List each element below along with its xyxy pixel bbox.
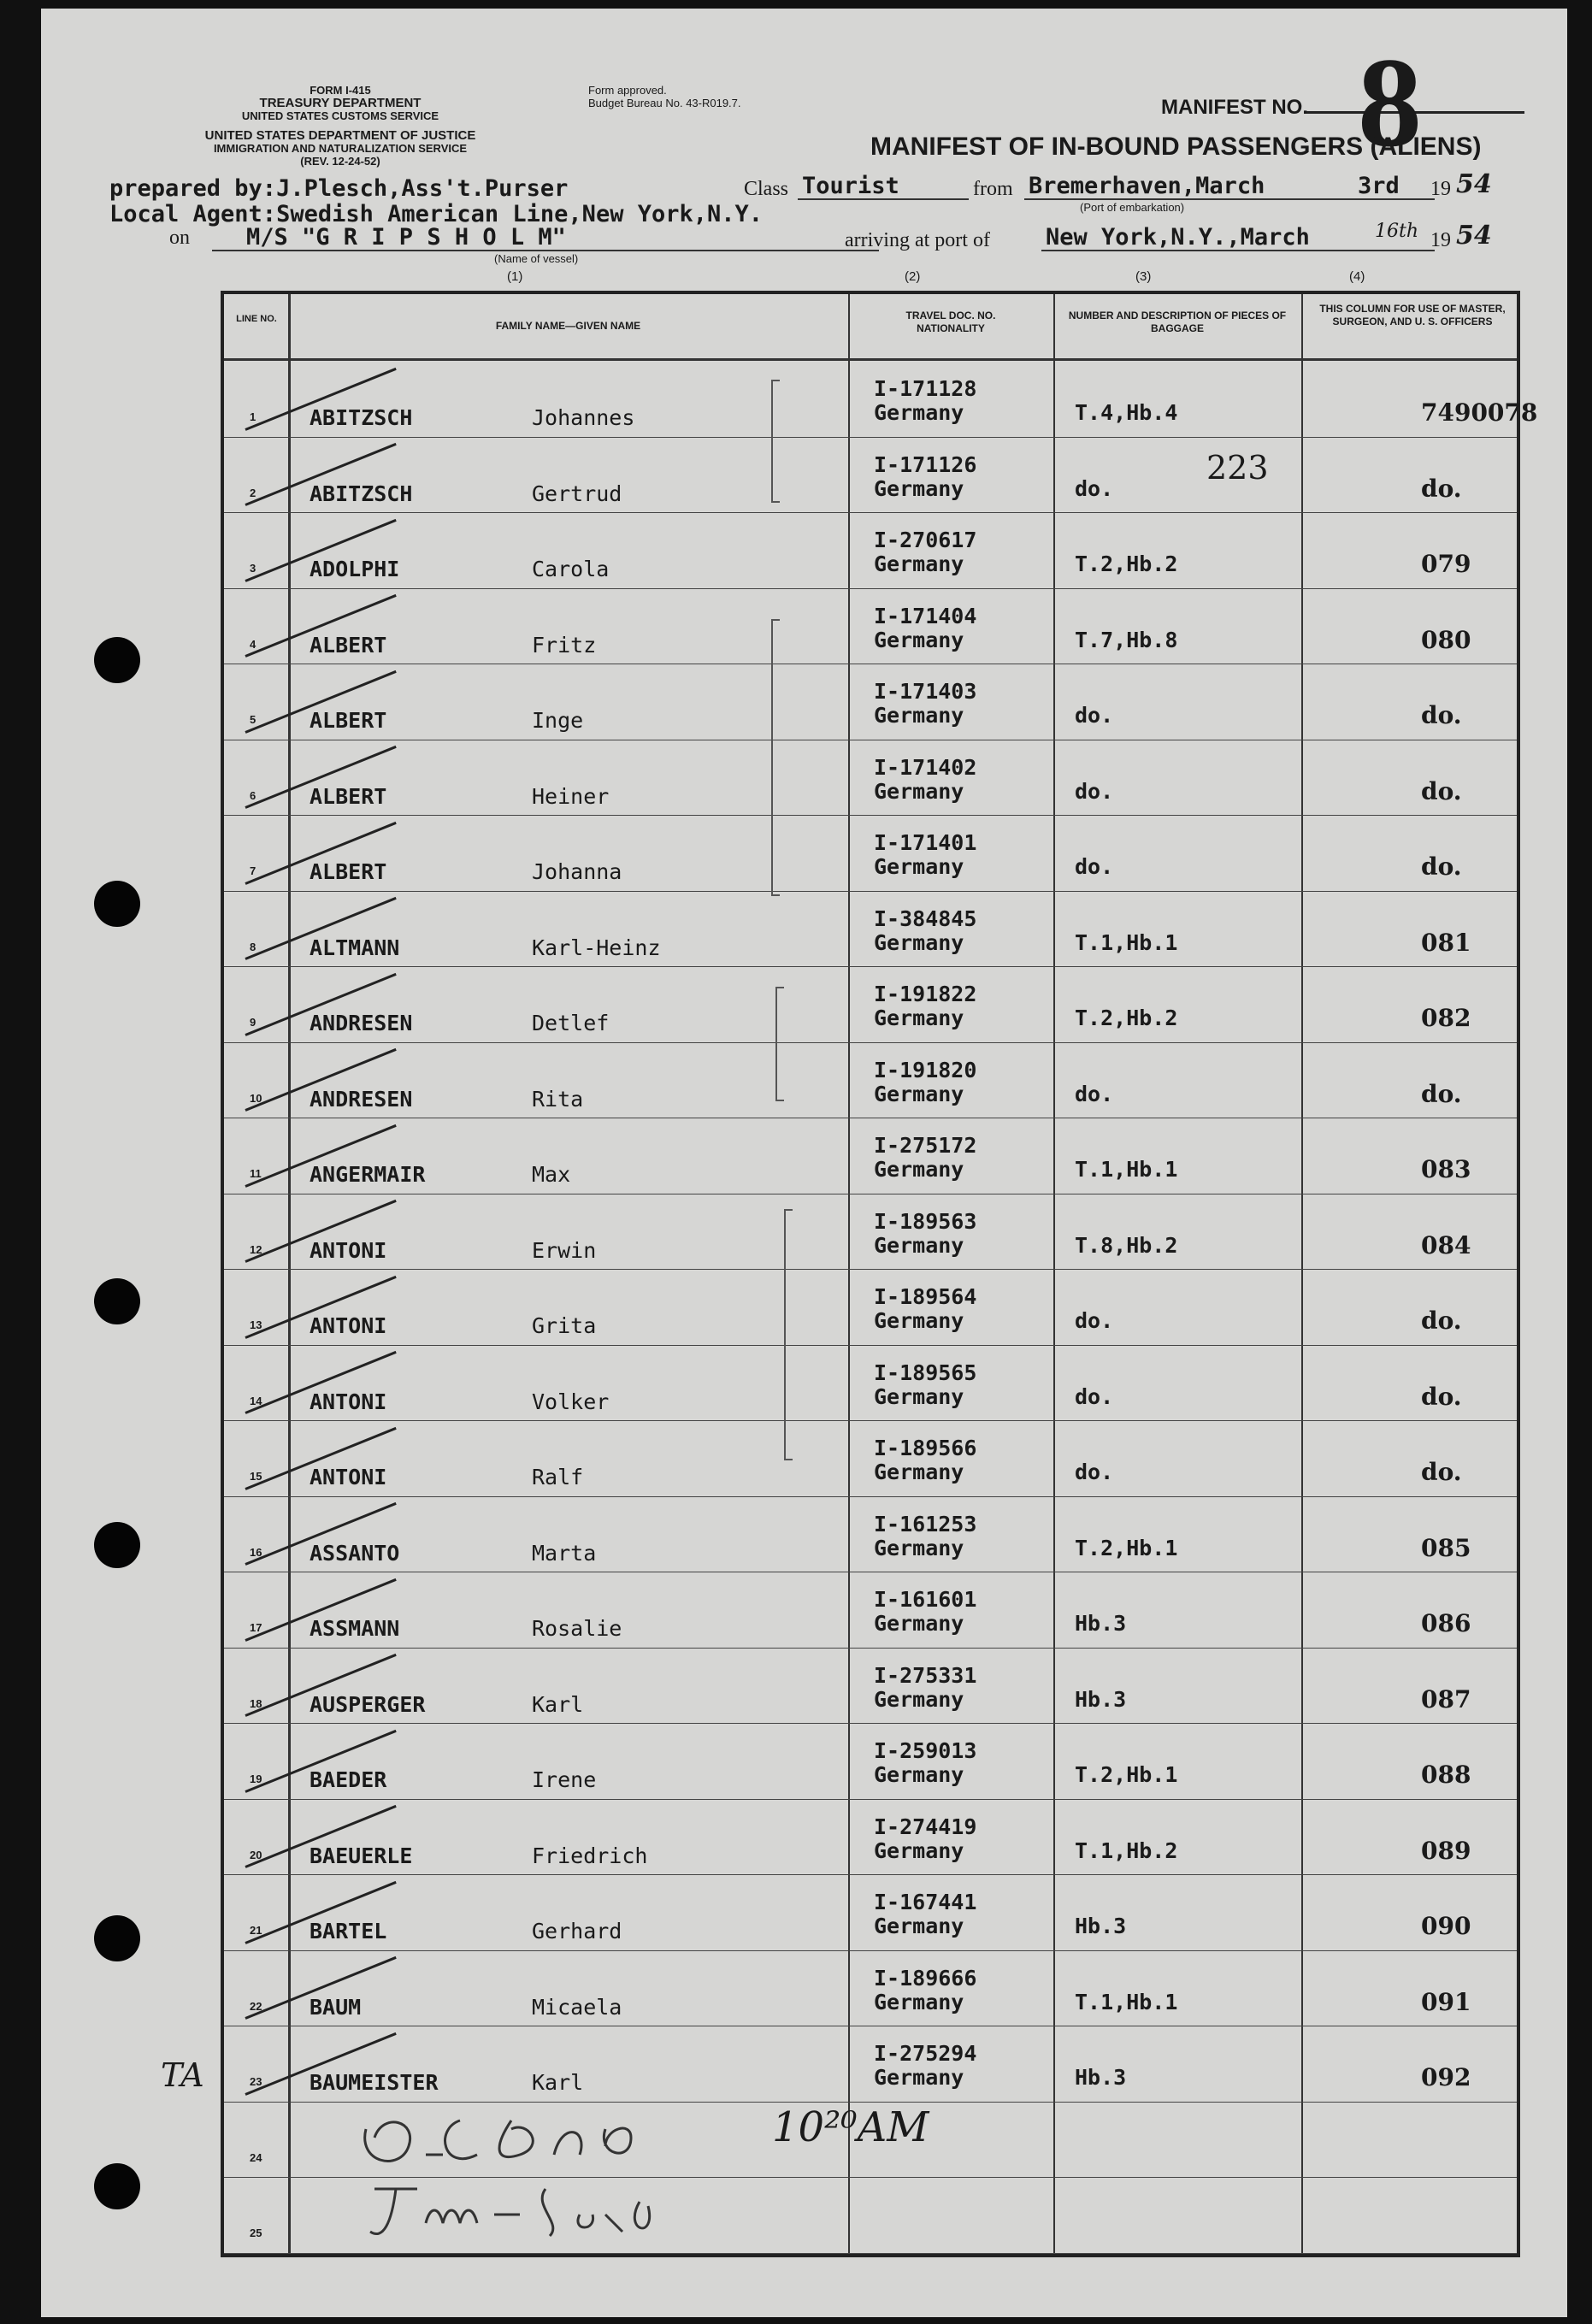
form-number: FORM I-415 [310,84,371,97]
family-name: ANTONI [310,1237,387,1263]
nationality: Germany [874,1989,964,2014]
family-name: ANTONI [310,1313,387,1338]
travel-doc-number: I-384845 [874,905,977,931]
baggage: T.2,Hb.1 [1075,1535,1178,1560]
table-row [224,1345,1517,1422]
baggage: T.2,Hb.2 [1075,552,1178,576]
nationality: Germany [874,1232,964,1258]
family-name: ABITZSCH [310,405,413,430]
header-name: FAMILY NAME—GIVEN NAME [495,320,641,332]
travel-doc-number: I-275331 [874,1662,977,1688]
family-name: AUSPERGER [310,1691,426,1717]
table-row [224,1042,1517,1119]
travel-doc-number: I-189565 [874,1360,977,1385]
table-row [224,966,1517,1043]
officer-column: 7490078 [1421,398,1538,427]
officer-column: 080 [1421,625,1471,654]
officer-column: 089 [1421,1836,1471,1865]
given-name: Karl-Heinz [532,935,661,960]
table-row [224,1194,1517,1271]
nationality: Germany [874,1460,964,1484]
line-number: 8 [250,940,256,953]
travel-doc-number: I-171403 [874,679,977,704]
given-name: Rita [532,1086,584,1112]
line-number: 18 [250,1696,262,1710]
travel-doc-number: I-189564 [874,1284,977,1309]
manifest-number-value: 8 [1358,32,1422,174]
baggage: Hb.3 [1075,1914,1127,1938]
family-name: ANTONI [310,1389,387,1414]
vessel-name: M/S "G R I P S H O L M" [246,224,566,251]
given-name: Fritz [532,632,597,658]
nationality: Germany [874,1006,964,1030]
travel-doc-number: I-167441 [874,1890,977,1914]
department-name: TREASURY DEPARTMENT [259,96,422,110]
family-bracket [771,619,780,896]
baggage: do. [1075,1460,1114,1484]
officer-column: 081 [1421,928,1471,957]
officer-column: do. [1421,1307,1462,1335]
given-name: Gertrud [532,481,622,506]
officer-column: do. [1421,776,1462,805]
line-number: 17 [250,1621,262,1634]
vessel-caption: (Name of vessel) [494,252,579,265]
binder-hole [94,2163,140,2209]
table-row [224,1269,1517,1346]
line-number: 12 [250,1242,262,1256]
officer-column: do. [1421,1382,1462,1411]
class-value: Tourist [802,173,899,199]
from-label: from [973,178,1013,200]
officer-column: do. [1421,1458,1462,1486]
baggage: do. [1075,1308,1114,1333]
handwritten-initials: TA [161,2056,204,2094]
form-approval [588,84,741,109]
officer-column: 079 [1421,550,1471,578]
arrival-underline [1041,250,1435,251]
officer-column: do. [1421,474,1462,503]
family-name: ANDRESEN [310,1086,413,1112]
family-name: BAEUERLE [310,1843,413,1868]
inspector-signature [349,2095,776,2249]
given-name: Rosalie [532,1616,622,1641]
given-name: Max [532,1162,571,1187]
table-row [224,891,1517,968]
travel-doc-number: I-161253 [874,1511,977,1537]
baggage: Hb.3 [1075,2065,1127,2090]
table-row [224,1648,1517,1725]
given-name: Gerhard [532,1919,622,1944]
table-row [224,512,1517,589]
line-number: 22 [250,1999,262,2013]
family-name: ALBERT [310,632,387,658]
family-name: ALBERT [310,708,387,733]
line-number: 25 [250,2227,262,2239]
baggage: T.2,Hb.2 [1075,1006,1178,1030]
line-number: 13 [250,1318,262,1331]
given-name: Friedrich [532,1843,648,1868]
given-name: Irene [532,1767,597,1792]
table-row [224,1572,1517,1649]
baggage: T.1,Hb.1 [1075,1157,1178,1182]
table-row [224,2026,1517,2103]
officer-column: do. [1421,701,1462,729]
table-row [224,361,1538,438]
class-underline [798,198,969,200]
nationality: Germany [874,703,964,728]
travel-doc-number: I-275294 [874,2041,977,2066]
service-name: UNITED STATES CUSTOMS SERVICE [241,109,439,122]
given-name: Johanna [532,859,622,884]
officer-column: 087 [1421,1684,1471,1714]
officer-column: 090 [1421,1912,1471,1940]
port-caption: (Port of embarkation) [1080,201,1185,214]
prepared-by: prepared by:J.Plesch,Ass't.Purser [109,175,569,202]
given-name: Karl [532,1691,584,1717]
nationality: Germany [874,1157,964,1182]
travel-doc-number: I-171126 [874,451,977,477]
line-number: 21 [250,1924,262,1937]
header-baggage: NUMBER AND DESCRIPTION OF PIECES OF BAGGAGE [1068,310,1287,334]
departure-day: 3rd [1358,173,1400,199]
officer-column: 088 [1421,1761,1471,1789]
on-label: on [169,227,190,249]
baggage: T.8,Hb.2 [1075,1232,1178,1258]
binder-hole [94,881,140,927]
column-number: (3) [1135,269,1152,284]
officer-column: do. [1421,1079,1462,1108]
nationality: Germany [874,1308,964,1333]
given-name: Detlef [532,1011,610,1035]
line-number: 16 [250,1545,262,1559]
line-number: 24 [250,2150,262,2164]
family-name: ANDRESEN [310,1011,413,1035]
table-row [224,1118,1517,1194]
given-name: Inge [532,708,584,733]
line-number: 7 [250,864,256,877]
nationality: Germany [874,1383,964,1409]
given-name: Grita [532,1313,597,1338]
column-number: (1) [507,269,523,284]
table-row [224,740,1517,817]
travel-doc-number: I-171128 [874,376,977,401]
line-number: 11 [250,1167,262,1180]
travel-doc-number: I-191820 [874,1057,977,1082]
header-travel-doc: TRAVEL DOC. NO. NATIONALITY [905,310,996,334]
family-name: BAUMEISTER [310,2070,439,2095]
officer-column: 083 [1421,1155,1471,1183]
given-name: Heiner [532,783,610,809]
officer-column: 092 [1421,2063,1471,2091]
baggage: T.4,Hb.4 [1075,400,1178,425]
table-row [224,664,1517,740]
nationality: Germany [874,400,964,425]
table-row [224,1950,1517,2027]
line-number: 1 [250,410,256,423]
passenger-table [221,291,1538,2257]
travel-doc-number: I-171404 [874,603,977,628]
family-name: ALTMANN [310,935,400,960]
table-row [224,1723,1517,1800]
nationality: Germany [874,778,964,804]
travel-doc-number: I-171401 [874,830,977,855]
family-name: BARTEL [310,1919,387,1944]
baggage: do. [1075,778,1114,804]
class-label: Class [744,178,789,200]
baggage: do. [1075,1081,1114,1106]
family-name: ANGERMAIR [310,1162,426,1187]
baggage: Hb.3 [1075,1686,1127,1712]
handwritten-number: 223 [1206,449,1269,487]
baggage: do. [1075,475,1114,501]
line-number: 15 [250,1470,262,1483]
line-number: 10 [250,1091,262,1105]
form-identification [169,84,511,168]
embarkation-underline [1024,198,1435,200]
family-name: BAUM [310,1994,362,2020]
nationality: Germany [874,2065,964,2090]
baggage: T.1,Hb.1 [1075,1989,1178,2014]
manifest-page [41,9,1567,2317]
line-number: 20 [250,1848,262,1861]
line-number: 2 [250,486,256,499]
revision-date: (REV. 12-24-52) [300,155,380,168]
officer-column: 091 [1421,1987,1471,2016]
nationality: Germany [874,854,964,879]
binder-hole [94,1278,140,1324]
year-prefix: 19 [1430,178,1451,200]
travel-doc-number: I-161601 [874,1587,977,1612]
given-name: Erwin [532,1237,597,1263]
header-officers: THIS COLUMN FOR USE OF MASTER, SURGEON, AND U. S. OFFICERS [1319,303,1506,327]
line-number: 4 [250,637,256,651]
given-name: Carola [532,557,610,581]
baggage: do. [1075,1383,1114,1409]
table-row [224,815,1517,892]
given-name: Johannes [532,405,635,430]
baggage: T.1,Hb.2 [1075,1837,1178,1863]
baggage: Hb.3 [1075,1611,1127,1636]
travel-doc-number: I-171402 [874,754,977,780]
family-name: ASSANTO [310,1540,400,1566]
given-name: Micaela [532,1994,622,2020]
column-number: (2) [905,269,921,284]
binder-hole [94,637,140,683]
family-name: ABITZSCH [310,481,413,506]
family-name: BAEDER [310,1767,387,1792]
arriving-label: arriving at port of [845,229,990,251]
officer-column: 082 [1421,1004,1471,1032]
department-name: UNITED STATES DEPARTMENT OF JUSTICE [204,128,476,143]
service-name: IMMIGRATION AND NATURALIZATION SERVICE [213,142,468,155]
arrival-year-suffix: 54 [1456,221,1492,251]
baggage: T.1,Hb.1 [1075,929,1178,955]
manifest-number-label: MANIFEST NO. [1161,96,1308,119]
vessel-underline [212,250,879,251]
arrival-value: New York,N.Y.,March [1046,224,1310,251]
nationality: Germany [874,1535,964,1560]
travel-doc-number: I-270617 [874,528,977,552]
baggage: do. [1075,703,1114,728]
nationality: Germany [874,1611,964,1636]
handwritten-time: 10²⁰AM [772,2103,929,2151]
family-bracket [784,1209,793,1460]
travel-doc-number: I-274419 [874,1814,977,1839]
arrival-year-prefix: 19 [1430,229,1451,251]
binder-hole [94,1915,140,1961]
approval-text: Form approved. [588,84,667,97]
line-number: 5 [250,713,256,726]
travel-doc-number: I-191822 [874,982,977,1006]
line-number: 3 [250,562,256,575]
table-row [224,1874,1517,1951]
family-name: ADOLPHI [310,557,400,581]
line-number: 9 [250,1016,256,1029]
nationality: Germany [874,627,964,652]
travel-doc-number: I-189563 [874,1208,977,1234]
nationality: Germany [874,929,964,955]
officer-column: 085 [1421,1533,1471,1562]
line-number: 23 [250,2075,262,2088]
travel-doc-number: I-189566 [874,1436,977,1460]
table-row [224,588,1517,665]
travel-doc-number: I-189666 [874,1965,977,1991]
embarkation-value: Bremerhaven,March [1029,173,1265,199]
family-name: ANTONI [310,1465,387,1489]
officer-column: 084 [1421,1230,1471,1259]
line-number: 6 [250,788,256,802]
nationality: Germany [874,1686,964,1712]
table-row [224,1420,1517,1497]
given-name: Marta [532,1540,597,1566]
year-suffix: 54 [1456,169,1492,199]
manifest-title: MANIFEST OF IN-BOUND PASSENGERS (ALIENS) [870,133,1482,161]
nationality: Germany [874,1762,964,1787]
family-name: ASSMANN [310,1616,400,1641]
line-number: 19 [250,1772,262,1785]
table-row [224,1799,1517,1876]
travel-doc-number: I-259013 [874,1738,977,1763]
family-name: ALBERT [310,783,387,809]
header-line-no: LINE NO. [236,314,277,324]
baggage: do. [1075,854,1114,879]
table-row [224,437,1517,514]
given-name: Karl [532,2070,584,2095]
officer-column: do. [1421,852,1462,881]
family-bracket [775,987,784,1101]
given-name: Volker [532,1389,610,1414]
nationality: Germany [874,552,964,576]
nationality: Germany [874,1914,964,1938]
travel-doc-number: I-275172 [874,1133,977,1158]
baggage: T.2,Hb.1 [1075,1762,1178,1787]
baggage: T.7,Hb.8 [1075,627,1178,652]
family-bracket [771,380,780,503]
table-row [224,1496,1517,1573]
nationality: Germany [874,1837,964,1863]
nationality: Germany [874,475,964,501]
local-agent: Local Agent:Swedish American Line,New York,N.Y. [109,201,764,227]
arrival-day-handwritten: 16th [1375,221,1419,242]
officer-column: 086 [1421,1609,1471,1637]
family-name: ALBERT [310,859,387,884]
line-number: 14 [250,1394,262,1407]
nationality: Germany [874,1081,964,1106]
column-number: (4) [1349,269,1365,284]
binder-hole [94,1522,140,1568]
given-name: Ralf [532,1465,584,1489]
budget-bureau-number: Budget Bureau No. 43-R019.7. [588,97,741,109]
